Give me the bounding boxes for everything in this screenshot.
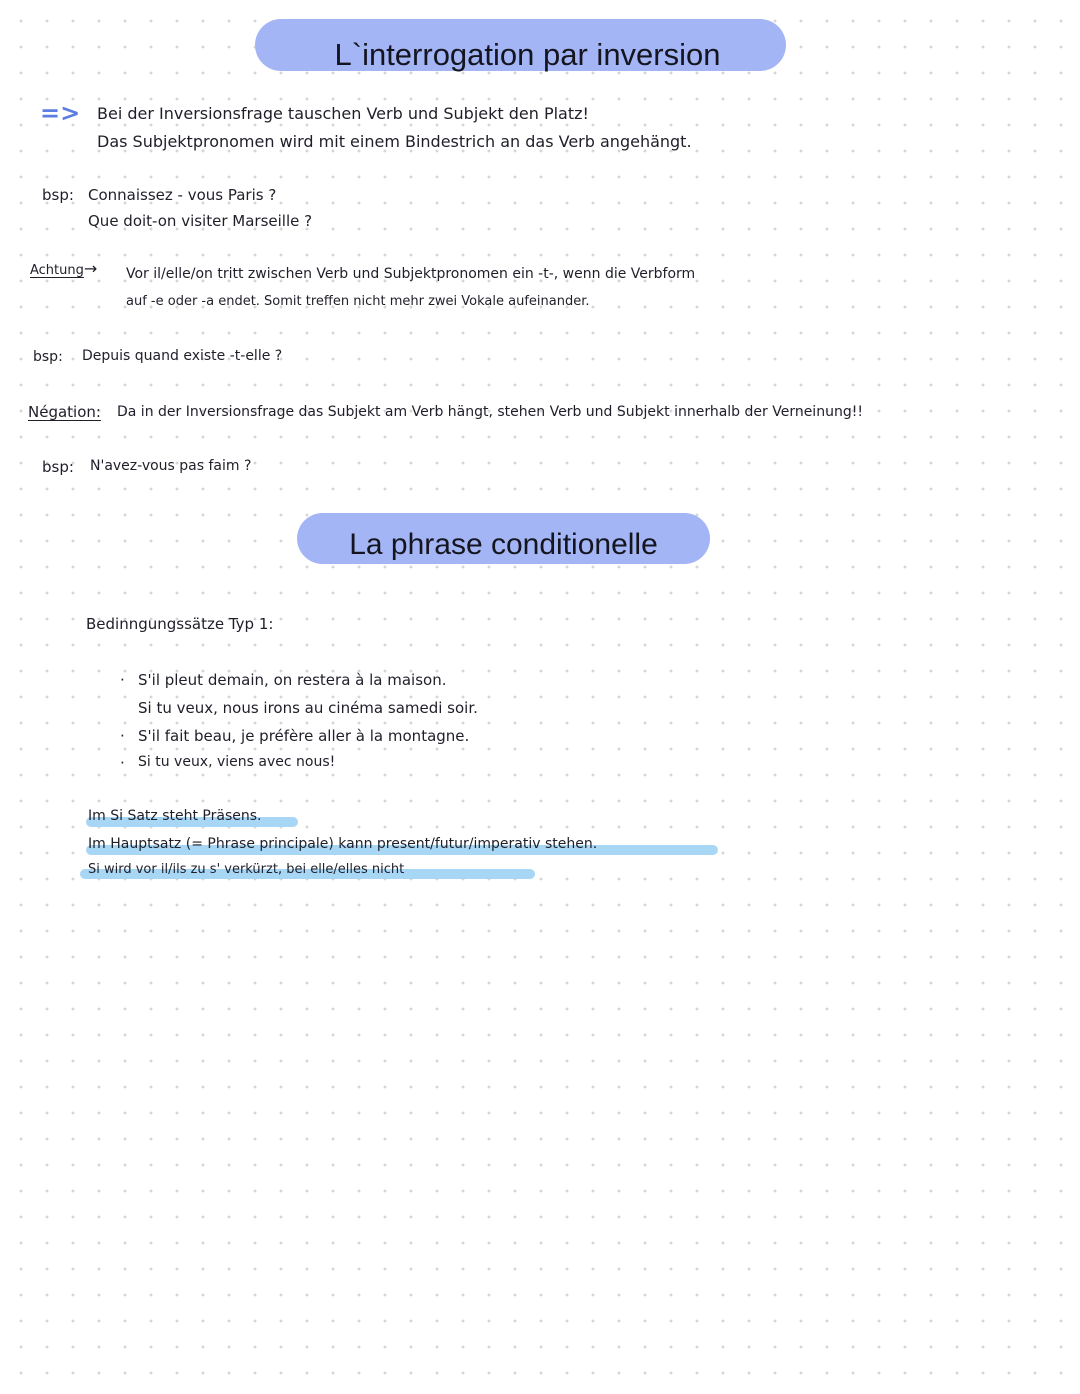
bullet-icon: ·: [120, 727, 125, 745]
achtung-label-text: Achtung: [30, 263, 84, 278]
bullet-icon: ·: [120, 754, 125, 772]
bullet-icon: ·: [120, 671, 125, 689]
example-4-label: bsp:: [42, 458, 74, 476]
arrow-right-icon: →: [83, 259, 98, 278]
example-2: Que doit-on visiter Marseille ?: [88, 212, 313, 230]
condition-example-2: Si tu veux, nous irons au cinéma samedi soir.: [138, 699, 478, 717]
example-3: Depuis quand existe -t-elle ?: [82, 348, 283, 364]
achtung-label: [30, 259, 97, 278]
rule-line-1: Bei der Inversionsfrage tauschen Verb und Subjekt den Platz!: [97, 104, 589, 123]
condition-example-3: S'il fait beau, je préfère aller à la montagne.: [138, 727, 470, 745]
section1-title: L`interrogation par inversion: [334, 37, 721, 72]
note-1: Im Si Satz steht Präsens.: [88, 808, 262, 824]
rule-line-2: Das Subjektpronomen wird mit einem Bindestrich an das Verb angehängt.: [97, 132, 692, 151]
title-pill-conditionelle: [297, 513, 710, 564]
note-3: Si wird vor il/ils zu s' verkürzt, bei elle/elles nicht: [88, 862, 405, 877]
achtung-line-1: Vor il/elle/on tritt zwischen Verb und Subjektpronomen ein -t-, wenn die Verbform: [126, 266, 696, 282]
example-3-label: bsp:: [33, 349, 63, 365]
condition-example-4: Si tu veux, viens avec nous!: [138, 754, 336, 770]
achtung-line-2: auf -e oder -a endet. Somit treffen nicht mehr zwei Vokale aufeinander.: [126, 294, 590, 309]
example-label: bsp:: [42, 186, 74, 204]
negation-label: [28, 403, 101, 421]
example-4: N'avez-vous pas faim ?: [90, 458, 252, 474]
section2-heading: Bedinngungssätze Typ 1:: [86, 615, 274, 633]
note-2: Im Hauptsatz (= Phrase principale) kann present/futur/imperativ stehen.: [88, 836, 598, 852]
condition-example-1: S'il pleut demain, on restera à la maison.: [138, 671, 447, 689]
title-pill-inversion: [255, 19, 786, 71]
section2-title: La phrase conditionelle: [349, 527, 658, 561]
negation-label-text: Négation:: [28, 403, 101, 421]
example-1: Connaissez - vous Paris ?: [88, 186, 277, 204]
negation-text: Da in der Inversionsfrage das Subjekt am Verb hängt, stehen Verb und Subjekt innerhalb der Verneinung!!: [117, 404, 863, 420]
double-arrow-icon: =>: [40, 99, 81, 127]
